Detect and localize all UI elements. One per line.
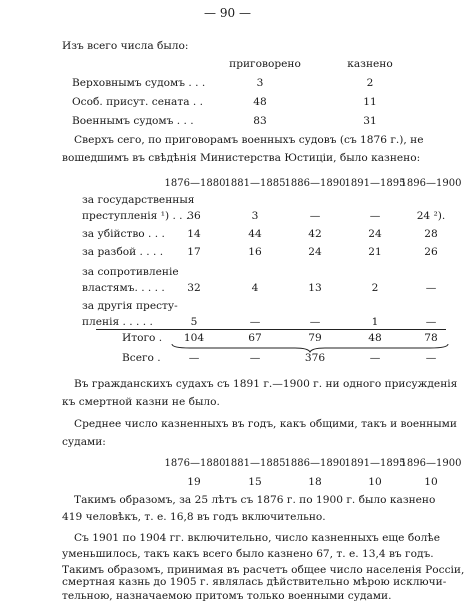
t2-period-header: 1881—1885 xyxy=(224,178,286,189)
t3-period-header: 1876—1880 xyxy=(164,458,226,469)
t3-cell: 10 xyxy=(424,476,438,488)
t2-cell: — xyxy=(309,210,321,222)
t2-cell: 24 xyxy=(308,246,322,258)
t2-period-header: 1876—1880 xyxy=(164,178,226,189)
t2-cell: 13 xyxy=(308,282,322,294)
t3-period-header: 1891—1895 xyxy=(344,458,406,469)
paragraph-3-line-1: Среднее число казненныхъ въ годъ, какъ общими, такъ и военными xyxy=(74,418,457,430)
t3-cell: 19 xyxy=(187,476,201,488)
t2-cell: 5 xyxy=(190,316,198,328)
t2-cell: 42 xyxy=(308,228,322,240)
t2-period-header: 1891—1895 xyxy=(344,178,406,189)
t2-row-label: властямъ. . . . . xyxy=(82,282,165,294)
t2-cell: 32 xyxy=(187,282,201,294)
t1-row-executed: 2 xyxy=(366,77,374,89)
paragraph-4-line-2: 419 человѣкъ, т. е. 16,8 въ годъ включительно. xyxy=(62,511,326,523)
t3-cell: 15 xyxy=(248,476,262,488)
t2-cell: — xyxy=(309,316,321,328)
paragraph-1-line-1: Сверхъ сего, по приговорамъ военныхъ судовъ (съ 1876 г.), не xyxy=(74,134,424,146)
total-label: Итого . xyxy=(122,332,163,344)
t3-cell: 18 xyxy=(308,476,322,488)
total-cell: 48 xyxy=(368,332,382,344)
t2-cell: — xyxy=(425,316,437,328)
t2-row-label: за разбой . . . . xyxy=(82,246,164,258)
t2-cell: — xyxy=(369,210,381,222)
t1-row-sentenced: 83 xyxy=(253,115,267,127)
t2-cell: 28 xyxy=(424,228,438,240)
page-number: — 90 — xyxy=(204,6,251,20)
t2-cell: 26 xyxy=(424,246,438,258)
t2-period-header: 1886—1890 xyxy=(284,178,346,189)
grand-cell: — xyxy=(425,352,437,364)
paragraph-5-line-4: смертная казнь до 1905 г. являлась дѣйствительно мѣрою исключи- xyxy=(62,576,447,588)
t1-row-sentenced: 48 xyxy=(253,96,267,108)
t2-cell: 3 xyxy=(251,210,259,222)
t3-period-header: 1896—1900 xyxy=(400,458,462,469)
t3-period-header: 1886—1890 xyxy=(284,458,346,469)
t1-header-executed: казнено xyxy=(347,58,393,70)
t3-period-header: 1881—1885 xyxy=(224,458,286,469)
t1-row-label: Военнымъ судомъ . . . xyxy=(72,115,194,127)
paragraph-2-line-2: къ смертной казни не было. xyxy=(62,396,220,408)
t2-cell: 16 xyxy=(248,246,262,258)
total-cell: 104 xyxy=(183,332,205,344)
paragraph-1-line-2: вошедшимъ въ свѣдѣнія Министерства Юстиціи, было казнено: xyxy=(62,152,421,164)
t2-row-label: за убійство . . . xyxy=(82,228,165,240)
grand-total-label: Всего . xyxy=(122,352,161,364)
total-cell: 78 xyxy=(424,332,438,344)
paragraph-5-line-3: Такимъ образомъ, принимая въ расчетъ общее число населенія Россіи, xyxy=(62,564,464,576)
intro-text: Изъ всего числа было: xyxy=(62,40,189,52)
t2-row-label: преступленія ¹) . . . xyxy=(82,210,190,222)
grand-total-value: 376 xyxy=(304,352,326,364)
paragraph-5-line-2: уменьшилось, такъ какъ всего было казнено 67, т. е. 13,4 въ годъ. xyxy=(62,548,434,560)
t2-cell: 4 xyxy=(251,282,259,294)
grand-cell: — xyxy=(369,352,381,364)
paragraph-5-line-1: Съ 1901 по 1904 гг. включительно, число казненныхъ еще болѣе xyxy=(74,532,440,544)
t2-cell: 36 xyxy=(187,210,201,222)
totals-rule xyxy=(96,329,446,330)
t2-row-label: пленія . . . . . xyxy=(82,316,153,328)
t1-row-label: Верховнымъ судомъ . . . xyxy=(72,77,206,89)
t1-row-label: Особ. присут. сената . . xyxy=(72,96,203,108)
t2-row-label: за сопротивленіе xyxy=(82,266,179,278)
t1-header-sentenced: приговорено xyxy=(229,58,301,70)
paragraph-5-line-5: тельною, назначаемою притомъ только военными судами. xyxy=(62,590,392,602)
t2-cell: 2 xyxy=(371,282,379,294)
t2-cell: 17 xyxy=(187,246,201,258)
t1-row-sentenced: 3 xyxy=(256,77,264,89)
t2-row-label: за другія престу- xyxy=(82,300,178,312)
paragraph-4-line-1: Такимъ образомъ, за 25 лѣтъ съ 1876 г. по 1900 г. было казнено xyxy=(74,494,436,506)
paragraph-2-line-1: Въ гражданскихъ судахъ съ 1891 г.—1900 г. ни одного присужденія xyxy=(74,378,458,390)
t2-cell: 1 xyxy=(371,316,379,328)
t2-cell: 24 xyxy=(368,228,382,240)
t1-row-executed: 31 xyxy=(363,115,377,127)
t2-row-label: за государственныя xyxy=(82,194,195,206)
grand-cell: — xyxy=(249,352,261,364)
t2-cell: 44 xyxy=(248,228,262,240)
t2-cell: — xyxy=(249,316,261,328)
t2-cell: — xyxy=(425,282,437,294)
total-cell: 67 xyxy=(248,332,262,344)
t1-row-executed: 11 xyxy=(363,96,377,108)
t2-cell: 24 ²). xyxy=(416,210,446,222)
grand-cell: — xyxy=(188,352,200,364)
t3-cell: 10 xyxy=(368,476,382,488)
t2-cell: 21 xyxy=(368,246,382,258)
t2-period-header: 1896—1900 xyxy=(400,178,462,189)
total-cell: 79 xyxy=(308,332,322,344)
paragraph-3-line-2: судами: xyxy=(62,436,106,448)
t2-cell: 14 xyxy=(187,228,201,240)
